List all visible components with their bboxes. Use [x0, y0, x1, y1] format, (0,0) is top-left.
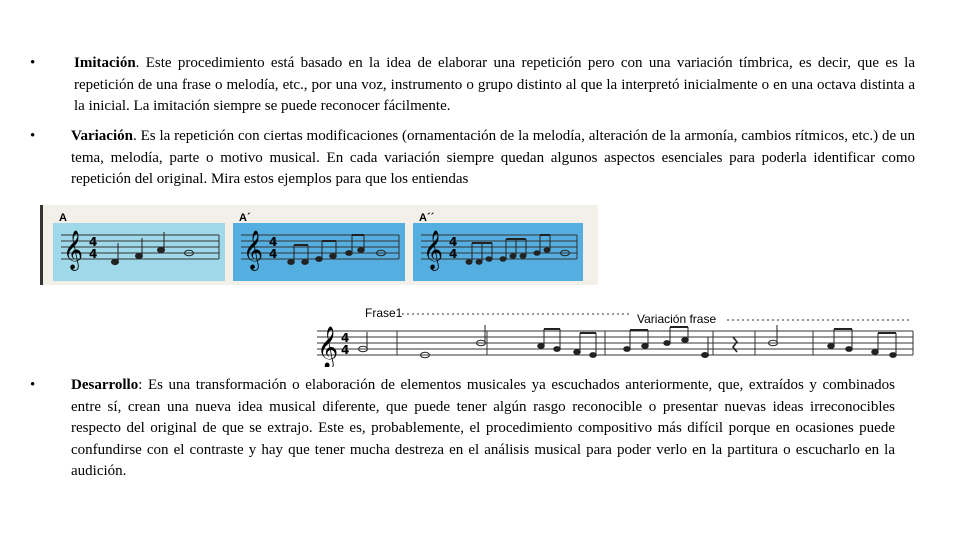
term-desarrollo: Desarrollo	[71, 377, 139, 393]
treble-clef-icon: 𝄞	[63, 230, 84, 270]
staff-a2-image	[413, 211, 583, 281]
example-panel-a	[53, 211, 225, 281]
variation-phrase-label: Variación frase	[637, 312, 717, 326]
term-imitacion: Imitación	[74, 55, 136, 71]
phrase-label: Frase1	[365, 306, 403, 320]
bullet-marker: •	[30, 55, 36, 71]
time-signature-top: 4	[449, 235, 458, 249]
time-signature-bottom: 4	[89, 247, 98, 261]
bullet-marker: •	[30, 377, 36, 393]
treble-clef-icon: 𝄞	[317, 327, 339, 367]
time-signature-top: 4	[269, 235, 278, 249]
panel-label-a: A	[59, 212, 67, 224]
term-variacion: Variación	[71, 128, 133, 144]
bullet-desarrollo	[30, 375, 895, 483]
staff-a-image	[53, 211, 225, 281]
bullet-text: . Este procedimiento está basado en la idea de elaborar una repetición pero con una variación tímbrica, es decir, que es la repetición de una frase o melodía, etc., por una voz, instrumento o grupo distinto al que la interpretó inicialmente o en una octava distinta a la inicial. La imitación siempre se puede reconocer fácilmente.	[74, 55, 915, 114]
time-signature-bottom: 4	[341, 343, 350, 357]
phrase-staff-image	[305, 305, 917, 367]
staff-a1-image	[233, 211, 405, 281]
bullet-paragraph	[71, 126, 915, 191]
bullet-imitacion	[30, 53, 915, 118]
treble-clef-icon: 𝄞	[243, 230, 264, 270]
example-panel-a1	[233, 211, 405, 281]
example-panel-a2	[413, 211, 583, 281]
phrase-variation-example	[305, 305, 917, 372]
variation-examples	[40, 205, 598, 285]
time-signature-top: 4	[341, 331, 350, 345]
bullet-paragraph	[74, 53, 915, 118]
bullet-marker: •	[30, 128, 36, 144]
bullet-variacion	[30, 126, 915, 191]
time-signature-top: 4	[89, 235, 98, 249]
time-signature-bottom: 4	[449, 247, 458, 261]
bullet-text: . Es la repetición con ciertas modificaciones (ornamentación de la melodía, alteración de la armonía, cambios rítmicos, etc.) de un tema, melodía, parte o motivo musical. En cada variación siempre quedan algunos aspectos esenciales para poderla identificar como repetición del original. Mira estos ejemplos para que los entiendas	[71, 128, 915, 187]
time-signature-bottom: 4	[269, 247, 278, 261]
panel-label-a1: A´	[239, 212, 251, 224]
bullet-text: : Es una transformación o elaboración de elementos musicales ya escuchados anteriormente, que, extraídos y combinados entre sí, crean una nueva idea musical diferente, que puede tener algún rasgo reconocible o presentar nuevas ideas irreconocibles respecto del original de que se extrajo. Este es, probablemente, el procedimiento compositivo más difícil porque en ocasiones puede confundirse con el contraste y hay que tener mucha destreza en el análisis musical para poder verlo en la partitura o escucharlo en la audición.	[71, 377, 895, 479]
bullet-paragraph	[71, 375, 895, 483]
panel-label-a2: A´´	[419, 212, 435, 224]
treble-clef-icon: 𝄞	[423, 230, 444, 270]
